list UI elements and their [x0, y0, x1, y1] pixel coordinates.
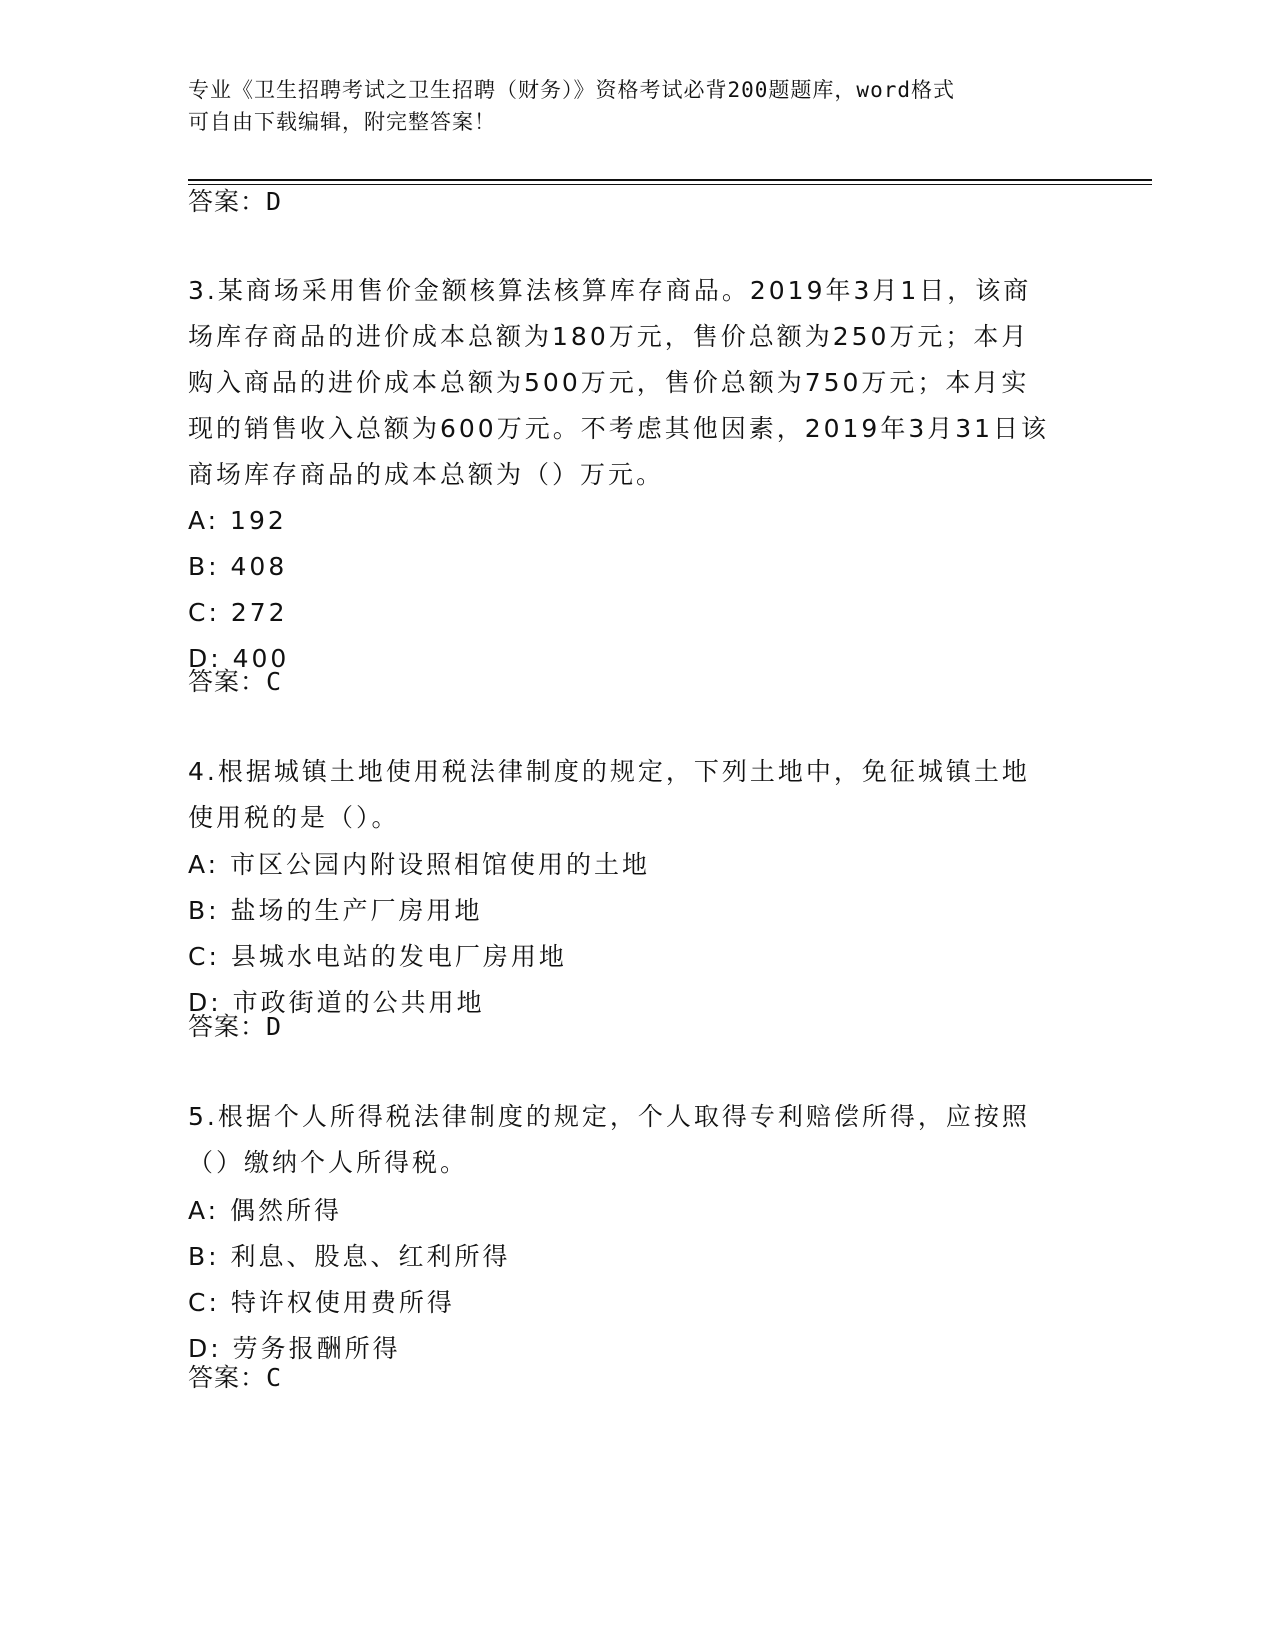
- option-b: B: 利息、股息、红利所得: [188, 1242, 511, 1271]
- answer-label: 答案：: [188, 667, 267, 696]
- option-d: D: 劳务报酬所得: [188, 1334, 401, 1363]
- answer-value: C: [266, 667, 283, 696]
- answer-label: 答案：: [188, 1012, 267, 1041]
- option-a: A: 偶然所得: [188, 1196, 343, 1225]
- document-header: [188, 74, 1068, 138]
- question-5-options: [188, 1188, 511, 1372]
- option-a: A: 192: [188, 506, 287, 535]
- answer-line: [188, 184, 282, 220]
- answer-value: C: [266, 1363, 283, 1392]
- option-a: A: 市区公园内附设照相馆使用的土地: [188, 850, 651, 879]
- question-line: 使用税的是（）。: [188, 803, 400, 832]
- answer-label: 答案：: [188, 187, 267, 216]
- question-4: [188, 749, 1088, 841]
- answer-line: [188, 664, 282, 700]
- question-4-options: [188, 842, 650, 1026]
- question-line: 4.根据城镇土地使用税法律制度的规定，下列土地中，免征城镇土地: [188, 757, 1030, 786]
- question-line: 3.某商场采用售价金额核算法核算库存商品。2019年3月1日，该商: [188, 276, 1032, 305]
- option-b: B: 408: [188, 552, 288, 581]
- option-d: D: 市政街道的公共用地: [188, 988, 485, 1017]
- question-line: （）缴纳个人所得税。: [188, 1148, 469, 1177]
- option-c: C: 县城水电站的发电厂房用地: [188, 942, 567, 971]
- question-line: 商场库存商品的成本总额为（）万元。: [188, 460, 665, 489]
- question-line: 现的销售收入总额为600万元。不考虑其他因素，2019年3月31日该: [188, 414, 1050, 443]
- answer-label: 答案：: [188, 1363, 267, 1392]
- answer-value: D: [266, 1012, 283, 1041]
- question-3-options: [188, 498, 289, 682]
- answer-line: [188, 1009, 282, 1045]
- question-line: 5.根据个人所得税法律制度的规定，个人取得专利赔偿所得，应按照: [188, 1102, 1030, 1131]
- answer-line: [188, 1360, 282, 1396]
- option-b: B: 盐场的生产厂房用地: [188, 896, 483, 925]
- header-rule-thin: [188, 184, 1152, 185]
- option-d: D: 400: [188, 644, 290, 673]
- question-5: [188, 1094, 1088, 1186]
- option-c: C: 特许权使用费所得: [188, 1288, 455, 1317]
- answer-value: D: [266, 187, 283, 216]
- question-line: 场库存商品的进价成本总额为180万元，售价总额为250万元；本月: [188, 322, 1030, 351]
- header-rule-thick: [188, 179, 1152, 181]
- question-line: 购入商品的进价成本总额为500万元，售价总额为750万元；本月实: [188, 368, 1030, 397]
- header-line-2: 可自由下载编辑，附完整答案！: [188, 110, 496, 134]
- header-line-1: 专业《卫生招聘考试之卫生招聘（财务）》资格考试必背200题题库，word格式: [188, 78, 955, 102]
- question-3: [188, 268, 1088, 498]
- option-c: C: 272: [188, 598, 288, 627]
